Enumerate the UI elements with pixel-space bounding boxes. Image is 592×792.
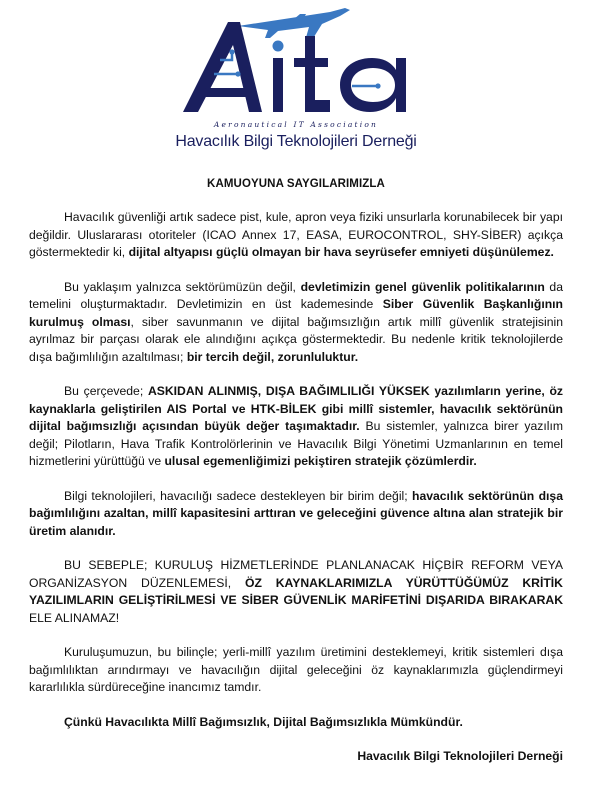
paragraph-run: dijital altyapısı güçlü olmayan bir hava seyrüsefer emniyeti düşünülemez. [128,245,554,259]
paragraph-run: BU SEBEPLE; KURULUŞ HİZMETLERİNDE PLANLANACAK HİÇBİR REFORM VEYA ORGANİZASYON DÜZENLEMESİ, [29,558,563,590]
paragraph-run: ASKIDAN ALINMIŞ, DIŞA BAĞIMLILIĞI YÜKSEK yazılımların yerine, öz kaynaklarla geliştirilen AIS Portal ve HTK-BİLEK gibi millî sistemler, havacılık sektörünün dijital bağımsızlığı açısından büyük değer taşımaktadır. [29,384,564,433]
signature: Havacılık Bilgi Teknolojileri Derneği [357,749,563,763]
paragraph-list [29,209,563,697]
paragraph-3 [29,383,563,471]
paragraph-4 [29,488,563,541]
paragraph-run: Siber Güvenlik Başkanlığının kurulmuş olması [29,297,563,329]
paragraph-1 [29,209,563,262]
closing-statement: Çünkü Havacılıkta Millî Bağımsızlık, Dijital Bağımsızlıkla Mümkündür. [64,714,463,729]
paragraph-6 [29,644,563,697]
paragraph-run: da temelini oluşturmaktadır. Devletimizin en üst kademesinde [29,279,563,311]
logo-letter-a-small [340,58,406,112]
paragraph-run: Havacılık güvenliği artık sadece pist, kule, apron veya fiziki unsurlarla korunabilecek bir yapı değildir. Uluslararası otoriteler (ICAO Annex 17, EASA, EUROCONTROL, SHY-SİBER) açıkça göstermektedir ki, [29,210,563,259]
logo-letter-i [273,41,284,113]
paragraph-run: , siber savunmanın ve dijital bağımsızlığın artık millî güvenlik stratejisinin ayrılmaz bir parçası olarak ele alındığını açıkça göstermektedir. Bu nedenle kritik teknolojilerde dışa bağımlılığın azaltılması; [29,314,563,364]
document-heading: KAMUOYUNA SAYGILARIMIZLA [207,178,385,190]
airplane-icon [238,8,350,41]
logo-letter-a [183,22,262,112]
logo-tagline: Aeronautical IT Association [213,120,379,129]
paragraph-2 [29,279,563,367]
paragraph-run: ÖZ KAYNAKLARIMIZLA YÜRÜTTÜĞÜMÜZ KRİTİK YAZILIMLARIN GELİŞTİRİLMESİ VE SİBER GÜVENLİK MARİFETİNİ DIŞARIDA BIRAKARAK [29,575,563,607]
paragraph-5 [29,557,563,627]
paragraph-run: ELE ALINAMAZ! [29,610,120,625]
paragraph-run: havacılık sektörünün dışa bağımlılığını azaltan, millî kapasitesini arttıran ve geleceğini güvence altına alan stratejik bir üretim alanıdır. [29,488,563,538]
paragraph-run: bir tercih değil, zorunluluktur. [186,349,359,364]
association-logo [0,0,592,168]
aita-logo-mark [0,0,592,130]
paragraph-run: ulusal egemenliğimizi pekiştiren stratejik çözümlerdir. [164,454,477,468]
paragraph-run: Kuruluşumuzun, bu bilinçle; yerli-millî yazılım üretimini desteklemeyi, kritik sistemleri dışa bağımlılıktan arındırmayı ve havacılığın dijital geleceğini öz kaynaklarımızla güçlendirmeyi kararlılıkla sürdüreceğine inancımız tamdır. [29,645,563,694]
paragraph-run: Bu sistemler, yalnızca birer yazılım değil; Pilotların, Hava Trafik Kontrolörlerinin ve Havacılık Bilgi Yönetimi Uzmanlarının en temel hizmetlerini yürüttüğü ve [29,419,564,468]
statement-body [29,209,563,731]
paragraph-run: Bu çerçevede; [64,384,148,398]
paragraph-run: devletimizin genel güvenlik politikalarının [300,279,545,294]
logo-letter-t [294,36,330,112]
paragraph-run: Bu yaklaşım yalnızca sektörümüzün değil, [64,279,301,294]
logo-organization-name: Havacılık Bilgi Teknolojileri Derneği [175,133,417,150]
paragraph-run: Bilgi teknolojileri, havacılığı sadece destekleyen bir birim değil; [64,488,412,503]
